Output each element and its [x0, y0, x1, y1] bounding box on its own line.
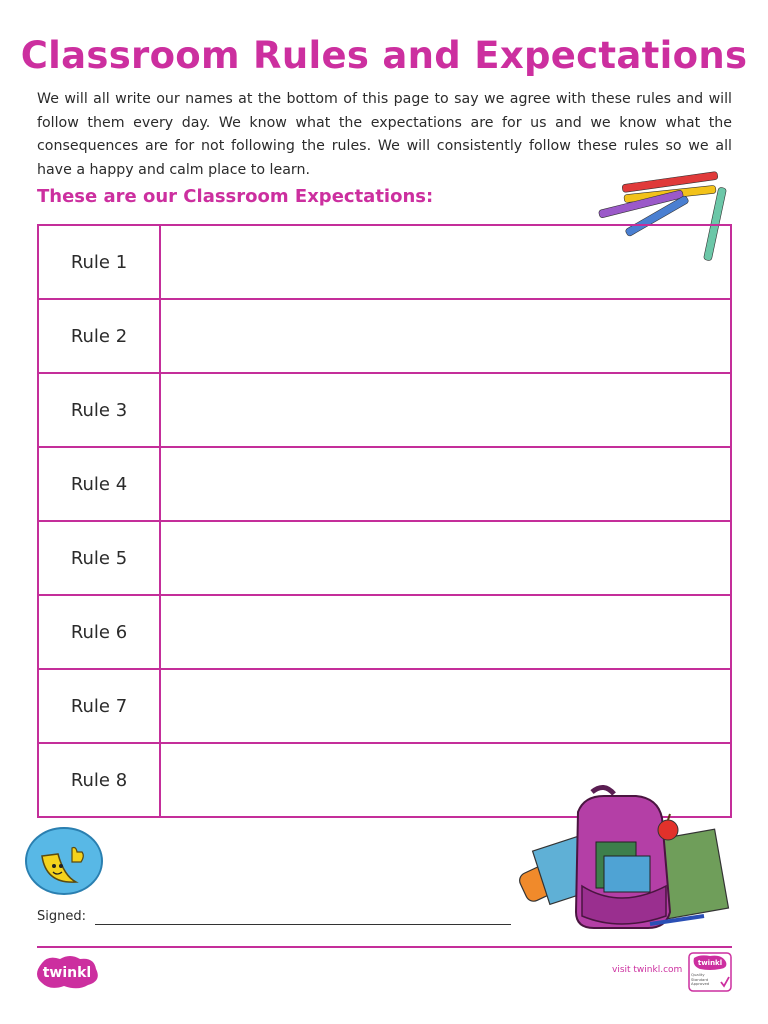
rule-row: [38, 521, 731, 595]
signed-label: Signed:: [37, 909, 86, 924]
rule-entry-field[interactable]: [160, 299, 731, 373]
footer-divider: [37, 946, 732, 948]
rule-label: Rule 3: [38, 373, 160, 447]
rule-row: [38, 225, 731, 299]
rule-label: Rule 4: [38, 447, 160, 521]
badge-text: Quality Standard Approved: [691, 973, 710, 987]
rule-row: [38, 669, 731, 743]
banana-thumbs-up-icon: [24, 826, 104, 896]
rule-row: [38, 299, 731, 373]
rule-entry-field[interactable]: [160, 373, 731, 447]
page-title: Classroom Rules and Expectations: [20, 34, 748, 77]
intro-paragraph: We will all write our names at the bottom of this page to say we agree with these rules and will follow them every day. We know what the expectations are for us and we know what the consequences are for not following the rules. We will consistently follow these rules so we all have a happy and calm place to learn.: [37, 91, 732, 178]
rule-label: Rule 1: [38, 225, 160, 299]
rule-entry-field[interactable]: [160, 669, 731, 743]
rule-entry-field[interactable]: [160, 521, 731, 595]
logo-text: twinkl: [42, 965, 92, 981]
rule-row: [38, 595, 731, 669]
school-backpack-icon: [500, 782, 740, 942]
signature-line[interactable]: [95, 924, 511, 925]
section-heading: These are our Classroom Expectations:: [37, 186, 434, 207]
rule-label: Rule 7: [38, 669, 160, 743]
rule-entry-field[interactable]: [160, 225, 731, 299]
rule-row: [38, 447, 731, 521]
rule-label: Rule 8: [38, 743, 160, 817]
quality-badge-icon: [688, 952, 732, 992]
twinkl-logo[interactable]: [34, 955, 100, 989]
rule-label: Rule 2: [38, 299, 160, 373]
rule-entry-field[interactable]: [160, 447, 731, 521]
rule-entry-field[interactable]: [160, 595, 731, 669]
rule-row: [38, 373, 731, 447]
rule-label: Rule 5: [38, 521, 160, 595]
rule-label: Rule 6: [38, 595, 160, 669]
visit-link[interactable]: visit twinkl.com: [612, 965, 683, 975]
badge-brand-text: twinkl: [697, 959, 723, 967]
rules-table: [37, 224, 732, 818]
